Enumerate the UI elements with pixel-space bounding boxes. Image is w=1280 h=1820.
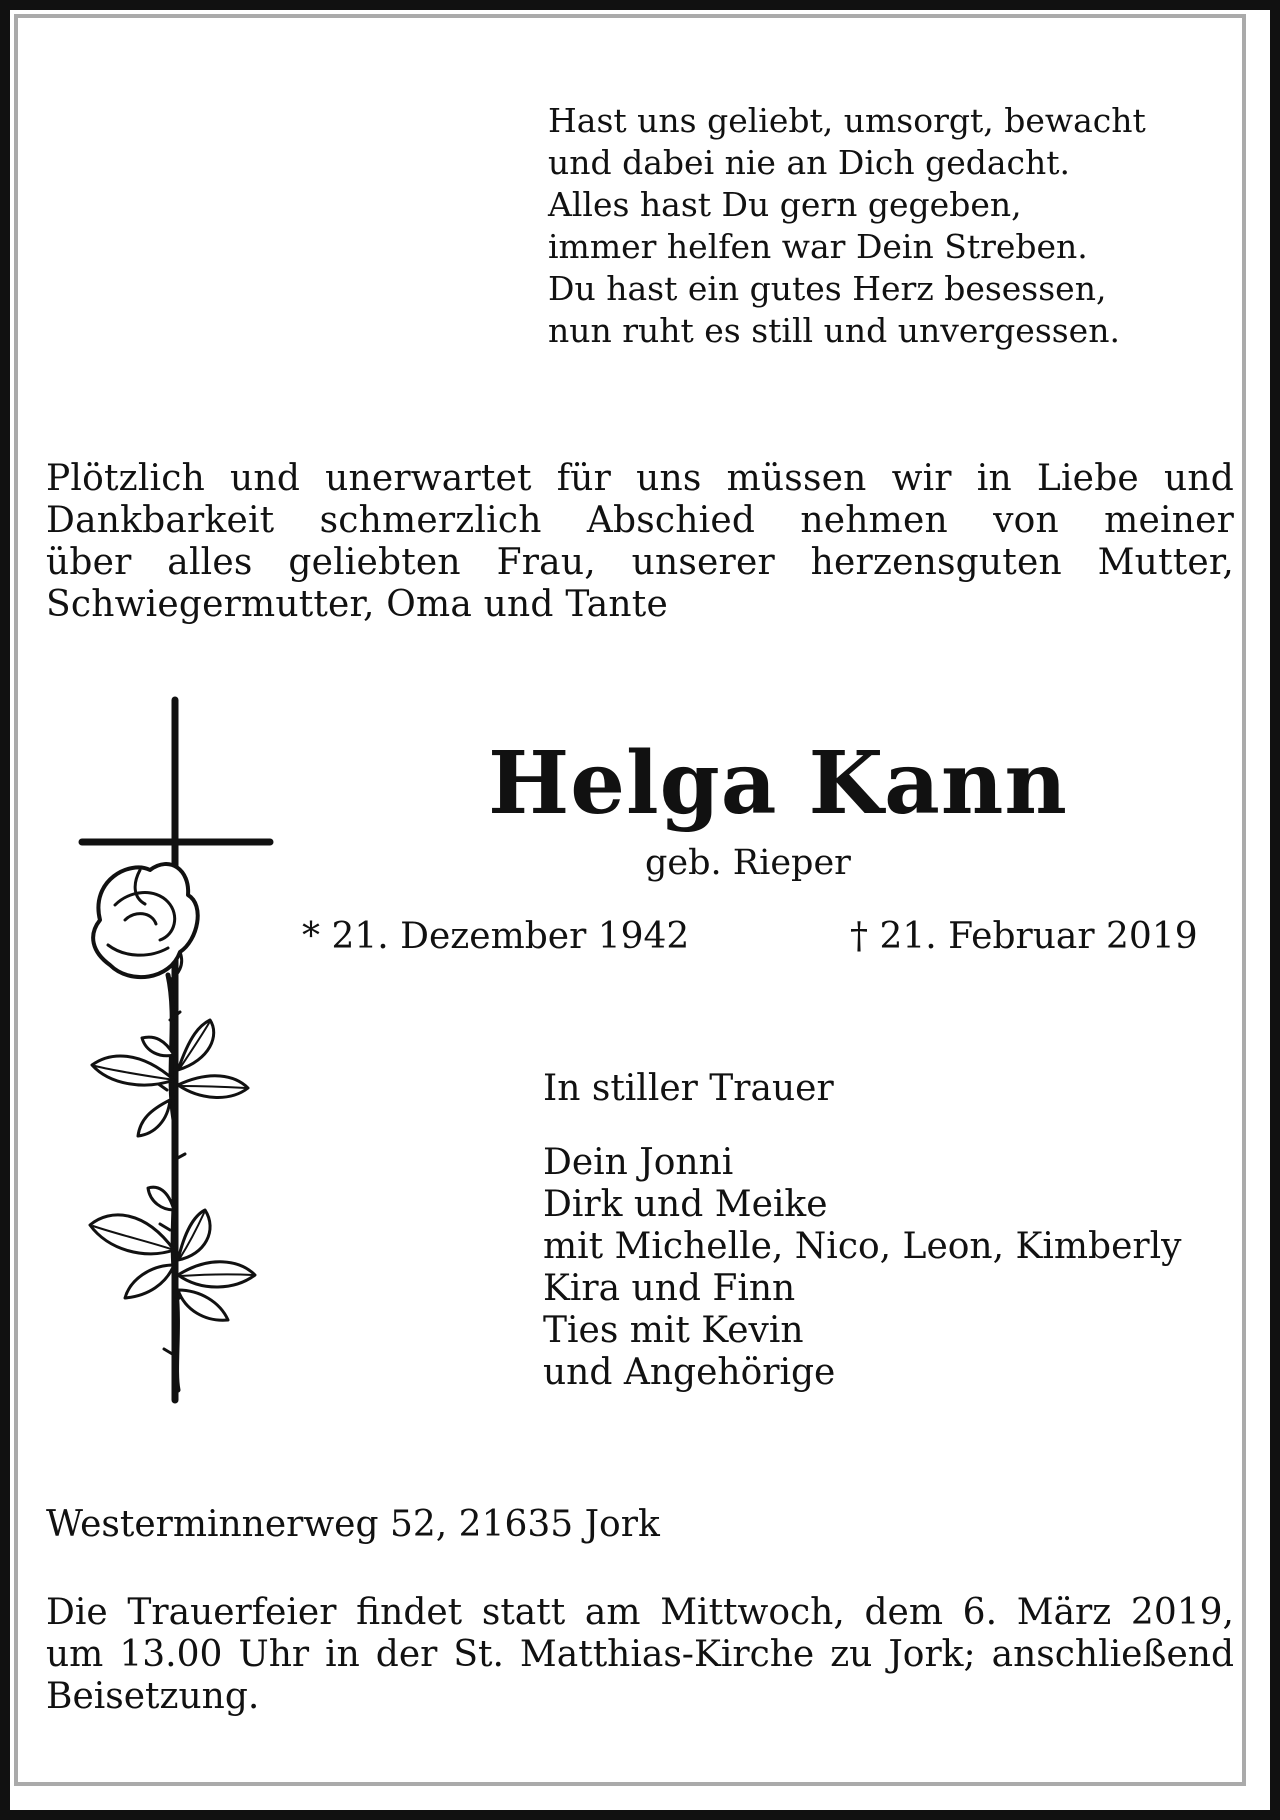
mourning-heading: In stiller Trauer: [543, 1068, 834, 1109]
intro-paragraph: [46, 458, 1234, 626]
poem-line: Hast uns geliebt, umsorgt, bewacht: [548, 101, 1146, 140]
mourner-entry: Dirk und Meike: [543, 1184, 828, 1225]
mourner-entry: und Angehörige: [543, 1352, 836, 1393]
cross-with-rose-icon: [70, 690, 280, 1410]
address: Westerminnerweg 52, 21635 Jork: [46, 1504, 660, 1545]
maiden-name: geb. Rieper: [645, 843, 851, 883]
poem: [548, 100, 1146, 352]
mourner-entry: Kira und Finn: [543, 1268, 796, 1309]
intro-line: über alles geliebten Frau, unserer herzensguten Mutter,: [46, 542, 1234, 583]
intro-line: Dankbarkeit schmerzlich Abschied nehmen von meiner: [46, 500, 1234, 541]
service-line: Die Trauerfeier findet statt am Mittwoch, dem 6. März 2019,: [46, 1592, 1234, 1633]
mourner-entry: mit Michelle, Nico, Leon, Kimberly: [543, 1226, 1182, 1267]
intro-line: Schwiegermutter, Oma und Tante: [46, 584, 668, 625]
poem-line: und dabei nie an Dich gedacht.: [548, 143, 1071, 182]
poem-line: nun ruht es still und unvergessen.: [548, 311, 1120, 350]
death-date: † 21. Februar 2019: [850, 916, 1198, 957]
birth-date: * 21. Dezember 1942: [302, 916, 690, 957]
service-info: [46, 1592, 1234, 1718]
mourner-entry: Dein Jonni: [543, 1142, 734, 1183]
poem-line: Alles hast Du gern gegeben,: [548, 185, 1022, 224]
service-line: um 13.00 Uhr in der St. Matthias-Kirche zu Jork; anschließend: [46, 1634, 1234, 1675]
mourners-list: [543, 1142, 1181, 1394]
intro-line: Plötzlich und unerwartet für uns müssen wir in Liebe und: [46, 458, 1234, 499]
poem-line: Du hast ein gutes Herz besessen,: [548, 269, 1107, 308]
deceased-name: Helga Kann: [488, 733, 1068, 834]
poem-line: immer helfen war Dein Streben.: [548, 227, 1088, 266]
service-line: Beisetzung.: [46, 1676, 260, 1717]
mourner-entry: Ties mit Kevin: [543, 1310, 804, 1351]
